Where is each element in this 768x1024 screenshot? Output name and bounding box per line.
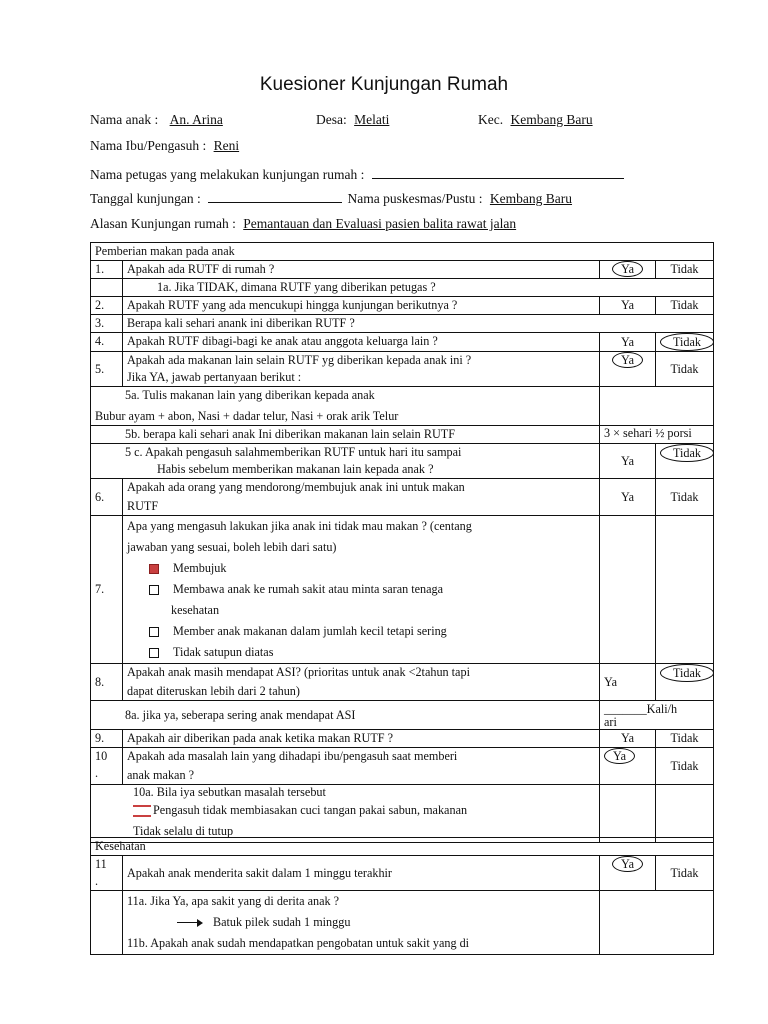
arrow-right-icon [177,919,203,927]
table-row [91,315,714,333]
table-row [91,426,714,444]
question-text: Apa yang mengasuh lakukan jika anak ini tidak mau makan ? (centang jawaban yang sesuai, boleh lebih dari satu) Membujuk Membawa anak ke rumah sakit atau minta saran tenaga kesehatan Member anak makanan dalam jumlah kecil tetapi sering Tidak satupun diatas [123,516,600,664]
answer-no: Tidak [656,261,714,279]
answer-yes: Ya [600,664,656,701]
table-row [91,856,714,891]
question-text: Apakah air diberikan pada anak ketika makan RUTF ? [123,730,600,748]
officer-line [90,166,624,183]
answer-yes-circled: Ya [600,352,656,387]
mother-name-label: Nama Ibu/Pengasuh : [90,138,207,153]
question-text: 1a. Jika TIDAK, dimana RUTF yang diberikan petugas ? [123,279,714,297]
question-text: Apakah ada orang yang mendorong/membujuk anak ini untuk makan RUTF [123,479,600,516]
question-number: 6. [91,479,123,516]
table-row [91,333,714,352]
answer-no-circled: Tidak [656,333,714,352]
feeding-table [90,242,714,843]
district-value: Kembang Baru [510,112,593,127]
village-label: Desa: [316,112,347,127]
answer-yes: Ya [600,297,656,315]
reason-value: Pemantauan dan Evaluasi pasien balita rawat jalan [243,216,517,231]
child-name-label: Nama anak : [90,112,159,127]
answer-text: 3 × sehari ½ porsi [600,426,714,444]
section-heading: Pemberian makan pada anak [91,243,714,261]
answer-yes: Ya [600,479,656,516]
answer-yes: Ya [600,333,656,352]
checkbox-checked[interactable] [149,564,159,574]
question-text: 8a. jika ya, seberapa sering anak mendapat ASI [91,701,600,730]
question-number: 7. [91,516,123,664]
table-row [91,479,714,516]
question-text: Apakah anak masih mendapat ASI? (prioritas untuk anak <2tahun tapi dapat diteruskan lebih dari 2 tahun) [123,664,600,701]
answer-yes: Ya [600,444,656,479]
table-row [91,730,714,748]
answer-no: Tidak [656,352,714,387]
table-row [91,838,714,856]
option-small-portions[interactable]: Member anak makanan dalam jumlah kecil tetapi sering [127,621,595,642]
reason-label: Alasan Kunjungan rumah : [90,216,236,231]
table-row [91,748,714,785]
question-text: Apakah RUTF dibagi-bagi ke anak atau anggota keluarga lain ? [123,333,600,352]
question-number: 11 . [91,856,123,891]
table-row [91,387,714,426]
mother-name-value: Reni [213,138,240,153]
answer-yes: Ya [600,730,656,748]
checkbox[interactable] [149,648,159,658]
question-text: Berapa kali sehari anank ini diberikan RUTF ? [123,315,714,333]
question-number: 1. [91,261,123,279]
reason-line [90,216,516,232]
table-row [91,664,714,701]
table-row [91,701,714,730]
mother-name-line [90,138,239,154]
table-row [91,279,714,297]
answer-no: Tidak [656,748,714,785]
visit-date-label: Tanggal kunjungan : [90,191,201,206]
answer-text: Pengasuh tidak membiasakan cuci tangan pakai sabun, makanan [95,800,595,821]
pen-mark-icon [133,805,151,817]
question-number: 2. [91,297,123,315]
question-text: Apakah RUTF yang ada mencukupi hingga kunjungan berikutnya ? [123,297,600,315]
question-text: 5 c. Apakah pengasuh salahmemberikan RUTF untuk hari itu sampai Habis sebelum memberikan makanan lain kepada anak ? [91,444,600,479]
answer-text: Bubur ayam + abon, Nasi + dadar telur, Nasi + orak arik Telur [95,409,399,423]
answer-no: Tidak [656,479,714,516]
table-row [91,297,714,315]
question-text: 5b. berapa kali sehari anak Ini diberikan makanan lain selain RUTF [91,426,600,444]
question-text: 5a. Tulis makanan lain yang diberikan kepada anak Bubur ayam + abon, Nasi + dadar telur, Nasi + orak arik Telur [91,387,600,426]
table-row [91,516,714,664]
answer-yes-circled: Ya [600,748,656,785]
question-text: Apakah ada makanan lain selain RUTF yg diberikan kepada anak ini ? Jika YA, jawab pertanyaan berikut : [123,352,600,387]
village-value: Melati [354,112,390,127]
answer-text: Tidak selalu di tutup [133,824,234,838]
question-number: 5. [91,352,123,387]
answer-text: Batuk pilek sudah 1 minggu [127,912,595,933]
table-row [91,444,714,479]
district-label: Kec. [478,112,504,127]
table-row [91,785,714,843]
child-name-line [90,112,223,128]
answer-no: Tidak [656,856,714,891]
section-heading: Kesehatan [91,838,714,856]
officer-label: Nama petugas yang melakukan kunjungan rumah : [90,167,365,182]
answer-no: Tidak [656,730,714,748]
answer-yes-circled: Ya [600,856,656,891]
question-text: Apakah ada masalah lain yang dihadapi ibu/pengasuh saat memberi anak makan ? [123,748,600,785]
answer-text: _______Kali/h ari [600,701,714,730]
visit-date-blank [208,190,342,203]
question-text: Apakah anak menderita sakit dalam 1 minggu terakhir [123,856,600,891]
village-line [316,112,389,128]
table-row [91,891,714,955]
option-hospital[interactable]: Membawa anak ke rumah sakit atau minta saran tenaga [127,579,595,600]
checkbox[interactable] [149,627,159,637]
option-none[interactable]: Tidak satupun diatas [127,642,595,663]
question-number: 3. [91,315,123,333]
question-text: 10a. Bila iya sebutkan masalah tersebut Pengasuh tidak membiasakan cuci tangan pakai sabun, makanan Tidak selalu di tutup [91,785,600,843]
table-row [91,261,714,279]
health-table [90,837,714,955]
question-text: 11a. Jika Ya, apa sakit yang di derita anak ? Batuk pilek sudah 1 minggu 11b. Apakah anak sudah mendapatkan pengobatan untuk sakit yang di [123,891,600,955]
answer-no-circled: Tidak [656,444,714,479]
question-text: Apakah ada RUTF di rumah ? [123,261,600,279]
answer-no-circled: Tidak [656,664,714,701]
question-number: 4. [91,333,123,352]
question-number: 9. [91,730,123,748]
question-number: 10 . [91,748,123,785]
option-persuade[interactable]: Membujuk [127,558,595,579]
district-line [478,112,593,128]
visit-date-line [90,190,572,207]
child-name-value: An. Arina [169,112,223,127]
officer-blank [372,166,624,179]
checkbox[interactable] [149,585,159,595]
answer-no: Tidak [656,297,714,315]
question-number: 8. [91,664,123,701]
page-title: Kuesioner Kunjungan Rumah [259,74,509,95]
table-row [91,243,714,261]
puskesmas-label: Nama puskesmas/Pustu : [347,191,483,206]
puskesmas-value: Kembang Baru [489,191,573,206]
answer-yes-circled: Ya [600,261,656,279]
table-row [91,352,714,387]
